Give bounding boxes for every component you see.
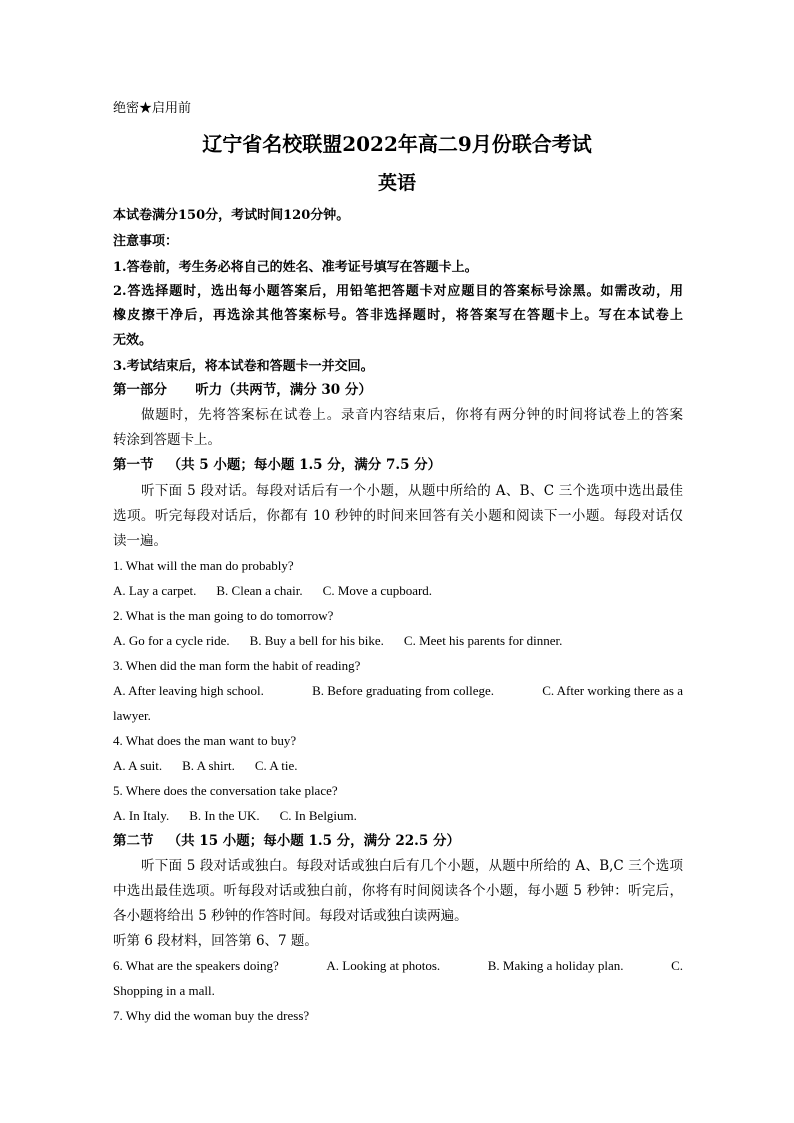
notes-heading: 注意事项： [113, 234, 179, 249]
option-b: B. A shirt. [182, 758, 235, 773]
option-c: C. A tie. [254, 758, 298, 773]
note-1: 1.答卷前，考生务必将自己的姓名、准考证号填写在答题卡上。 [113, 260, 478, 275]
question-5-options [113, 806, 683, 826]
section1-intro-line-3: 读一遍。 [113, 533, 167, 549]
question-1-options [113, 581, 683, 601]
option-c: C. Move a cupboard. [322, 583, 433, 598]
option-b: B. Buy a bell for his bike. [249, 633, 384, 648]
question-5: 5. Where does the conversation take place? [113, 783, 338, 798]
option-b: B. In the UK. [189, 808, 260, 823]
section2-intro-line-2: 中选出最佳选项。听每段对话或独白前，你将有时间阅读各个小题，每小题 5 秒钟：听完后， [113, 883, 683, 899]
option-a: A. Looking at photos. [326, 958, 441, 973]
material-6-note: 听第 6 段材料，回答第 6、7 题。 [113, 933, 318, 949]
score-time-note: 本试卷满分150分，考试时间120分钟。 [113, 208, 350, 223]
question-6-line [113, 956, 683, 976]
subject-title: 英语 [377, 172, 416, 194]
question-4: 4. What does the man want to buy? [113, 733, 297, 748]
question-7: 7. Why did the woman buy the dress? [113, 1008, 310, 1023]
confidential-mark: 绝密★启用前 [113, 101, 192, 116]
question-4-options [113, 756, 683, 776]
option-c: C. Meet his parents for dinner. [403, 633, 563, 648]
question-3-options [113, 681, 683, 701]
option-a: A. After leaving high school. [113, 683, 264, 698]
note-2-line-3: 无效。 [113, 333, 153, 348]
note-2-line-2: 橡皮擦干净后，再选涂其他答案标号。答非选择题时，将答案写在答题卡上。写在本试卷上 [113, 308, 683, 323]
question-2-options [113, 631, 683, 651]
section2-intro-line-3: 各小题将给出 5 秒钟的作答时间。每段对话或独白读两遍。 [113, 908, 468, 924]
section1-heading: 第一节 （共 5 小题；每小题 1.5 分，满分 7.5 分） [113, 457, 442, 473]
question-1: 1. What will the man do probably? [113, 558, 294, 573]
part1-intro-line-1: 做题时，先将答案标在试卷上。录音内容结束后，你将有两分钟的时间将试卷上的答案 [141, 407, 683, 423]
exam-title: 辽宁省名校联盟2022年高二9月份联合考试 [202, 132, 592, 156]
question-3: 3. When did the man form the habit of reading? [113, 658, 361, 673]
option-c: C. In Belgium. [279, 808, 357, 823]
option-a: A. In Italy. [113, 808, 170, 823]
note-2-line-1: 2.答选择题时，选出每小题答案后，用铅笔把答题卡对应题目的答案标号涂黑。如需改动，用 [113, 284, 683, 299]
option-a: A. Go for a cycle ride. [113, 633, 230, 648]
section2-heading: 第二节 （共 15 小题；每小题 1.5 分，满分 22.5 分） [113, 833, 460, 849]
option-b: B. Before graduating from college. [312, 683, 495, 698]
option-b: B. Clean a chair. [216, 583, 303, 598]
option-a: A. Lay a carpet. [113, 583, 197, 598]
section2-intro-line-1: 听下面 5 段对话或独白。每段对话或独白后有几个小题，从题中所给的 A、B,C 三个选项 [141, 858, 683, 874]
part1-heading: 第一部分 听力（共两节，满分 30 分） [113, 382, 372, 398]
section1-intro-line-2: 选项。听完每段对话后，你都有 10 秒钟的时间来回答有关小题和阅读下一小题。每段对话仅 [113, 508, 683, 524]
option-b: B. Making a holiday plan. [487, 958, 624, 973]
question-2: 2. What is the man going to do tomorrow? [113, 608, 334, 623]
section1-intro-line-1: 听下面 5 段对话。每段对话后有一个小题，从题中所给的 A、B、C 三个选项中选出最佳 [141, 483, 683, 499]
question-3-option-c-continued: lawyer. [113, 708, 151, 723]
option-c: C. [671, 958, 683, 973]
note-3: 3.考试结束后，将本试卷和答题卡一并交回。 [113, 359, 374, 374]
part1-intro-line-2: 转涂到答题卡上。 [113, 432, 221, 448]
question-6: 6. What are the speakers doing? [113, 958, 279, 973]
option-c: C. After working there as a [542, 683, 683, 698]
option-a: A. A suit. [113, 758, 163, 773]
question-6-option-c-continued: Shopping in a mall. [113, 983, 215, 998]
